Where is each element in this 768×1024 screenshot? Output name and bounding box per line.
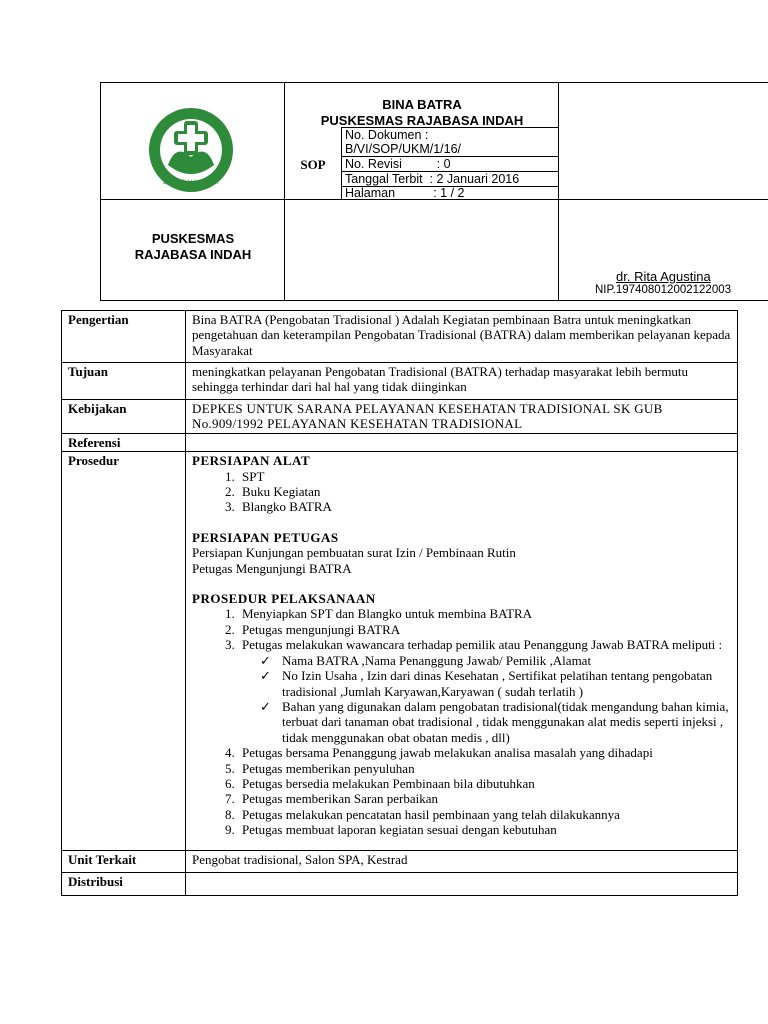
text-pengertian: Bina BATRA (Pengobatan Tradisional ) Adalah Kegiatan pembinaan Batra untuk meningkatkan pengetahuan dan keterampilan Pengobatan Tradisional (BATRA) dalam memberikan pelayanan kepada Masyarakat bbox=[186, 311, 738, 363]
org-name-line-1: PUSKESMAS bbox=[151, 231, 235, 246]
title-line-2: PUSKESMAS RAJABASA INDAH bbox=[320, 113, 524, 128]
title-block bbox=[285, 83, 559, 200]
checklist-item-text: Nama BATRA ,Nama Penanggung Jawab/ Pemilik ,Alamat bbox=[282, 652, 592, 668]
label-distribusi: Distribusi bbox=[62, 873, 186, 896]
list-item: 1. Menyiapkan SPT dan Blangko untuk membina BATRA bbox=[238, 606, 731, 621]
heading-persiapan-alat: PERSIAPAN ALAT bbox=[192, 453, 311, 469]
heading-prosedur-pelaksanaan: PROSEDUR PELAKSANAAN bbox=[192, 591, 376, 607]
checklist-item bbox=[260, 668, 731, 699]
list-item: 1. SPT bbox=[238, 469, 731, 484]
header-middle-bottom bbox=[285, 200, 559, 301]
issue-date: Tanggal Terbit : 2 Januari 2016 bbox=[345, 172, 520, 186]
list-prosedur-pelaksanaan-continued bbox=[192, 745, 731, 837]
org-name-line-2: RAJABASA INDAH bbox=[134, 247, 252, 262]
list-item: 4. Petugas bersama Penanggung jawab melakukan analisa masalah yang dihadapi bbox=[238, 745, 731, 760]
text-tujuan: meningkatkan pelayanan Pengobatan Tradisional (BATRA) terhadap masyarakat lebih bermutu sehingga terhindar dari hal hal yang tidak diinginkan bbox=[186, 363, 738, 400]
row-prosedur bbox=[62, 452, 738, 851]
label-kebijakan: Kebijakan bbox=[62, 400, 186, 434]
list-prosedur-pelaksanaan bbox=[192, 606, 731, 652]
doc-number-label: No. Dokumen : bbox=[345, 128, 429, 142]
doc-number-value: B/VI/SOP/UKM/1/16/ bbox=[345, 142, 462, 156]
label-referensi: Referensi bbox=[62, 433, 186, 451]
heading-persiapan-petugas: PERSIAPAN PETUGAS bbox=[192, 529, 339, 545]
list-item: 6. Petugas bersedia melakukan Pembinaan bila dibutuhkan bbox=[238, 776, 731, 791]
row-unit-terkait bbox=[62, 851, 738, 873]
row-kebijakan bbox=[62, 400, 738, 434]
list-item: 2. Petugas mengunjungi BATRA bbox=[238, 622, 731, 637]
text-kebijakan: DEPKES UNTUK SARANA PELAYANAN KESEHATAN TRADISIONAL SK GUB No.909/1992 PELAYANAN KESEHATAN TRADISIONAL bbox=[186, 400, 738, 434]
page-number: Halaman : 1 / 2 bbox=[345, 186, 465, 200]
list-item bbox=[238, 637, 731, 652]
checklist-item bbox=[260, 698, 731, 745]
prosedur-content bbox=[186, 452, 738, 851]
checklist-item-text: Bahan yang digunakan dalam pengobatan tradisional(tidak mengandung bahan kimia, terbuat dari tanaman obat tradisional , tidak menggunakan alat medis seperti injeksi , tidak menggunakan obat obatan medis , dll) bbox=[282, 698, 729, 745]
text-distribusi bbox=[186, 873, 738, 896]
label-pengertian: Pengertian bbox=[62, 311, 186, 363]
list-persiapan-alat bbox=[192, 469, 731, 515]
signer-nip: NIP.197408012002122003 bbox=[595, 284, 732, 296]
signature-cell bbox=[559, 200, 768, 301]
row-distribusi bbox=[62, 873, 738, 896]
row-tujuan bbox=[62, 363, 738, 400]
list-item-text: Petugas melakukan wawancara terhadap pemilik atau Penanggung Jawab BATRA meliputi : bbox=[242, 637, 723, 653]
label-unit-terkait: Unit Terkait bbox=[62, 851, 186, 873]
checkmark-icon: ✓ bbox=[260, 698, 271, 714]
sop-content-table bbox=[61, 310, 738, 896]
revision-no: No. Revisi : 0 bbox=[345, 157, 451, 171]
sop-header-table bbox=[100, 82, 768, 301]
label-prosedur: Prosedur bbox=[62, 452, 186, 851]
header-right-top bbox=[559, 83, 768, 200]
sop-label: SOP bbox=[300, 157, 326, 172]
text-unit-terkait: Pengobat tradisional, Salon SPA, Kestrad bbox=[186, 851, 738, 873]
list-item: 7. Petugas memberikan Saran perbaikan bbox=[238, 791, 731, 806]
organization-cell bbox=[101, 200, 285, 301]
row-referensi bbox=[62, 433, 738, 451]
title-line-1: BINA BATRA bbox=[382, 97, 462, 112]
petugas-line-2: Petugas Mengunjungi BATRA bbox=[192, 560, 352, 576]
list-item: 8. Petugas melakukan pencatatan hasil pembinaan yang telah dilakukannya bbox=[238, 807, 731, 822]
petugas-line-1: Persiapan Kunjungan pembuatan surat Izin / Pembinaan Rutin bbox=[192, 545, 516, 561]
logo-cell bbox=[101, 83, 285, 200]
label-tujuan: Tujuan bbox=[62, 363, 186, 400]
list-item: 2. Buku Kegiatan bbox=[238, 484, 731, 499]
checklist bbox=[192, 653, 731, 745]
checklist-item bbox=[260, 652, 731, 668]
checkmark-icon: ✓ bbox=[260, 652, 271, 668]
checklist-item-text: No Izin Usaha , Izin dari dinas Kesehatan , Sertifikat pelatihan tentang pengobatan tradisional ,Jumlah Karyawan,Karyawan ( sudah terlatih ) bbox=[282, 668, 713, 699]
list-item: 9. Petugas membuat laporan kegiatan sesuai dengan kebutuhan bbox=[238, 822, 731, 837]
checkmark-icon: ✓ bbox=[260, 668, 271, 684]
text-referensi bbox=[186, 433, 738, 451]
list-item: 5. Petugas memberikan penyuluhan bbox=[238, 761, 731, 776]
signer-name: dr. Rita Agustina bbox=[616, 269, 711, 284]
list-item: 3. Blangko BATRA bbox=[238, 499, 731, 514]
logo-caption: BAKTI HUSADA bbox=[162, 180, 219, 186]
row-pengertian bbox=[62, 311, 738, 363]
